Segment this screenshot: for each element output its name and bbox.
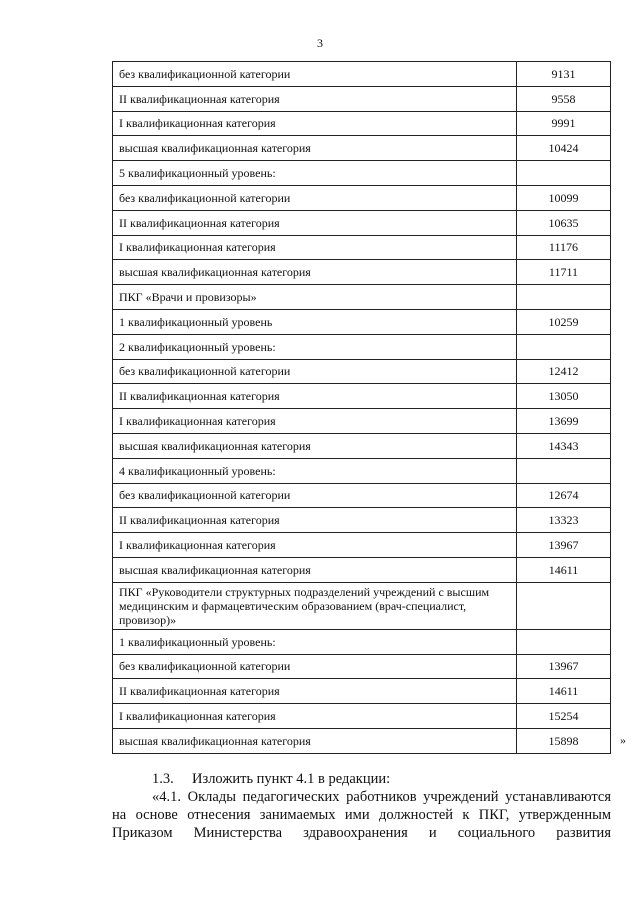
row-label: 1 квалификационный уровень: xyxy=(113,629,517,654)
row-value: 10635 xyxy=(516,210,610,235)
row-label: без квалификационной категории xyxy=(113,185,517,210)
row-label: II квалификационная категория xyxy=(113,86,517,111)
row-value: 9131 xyxy=(516,62,610,87)
table-row xyxy=(113,483,611,508)
table-row xyxy=(113,62,611,87)
table-row xyxy=(113,86,611,111)
row-label: I квалификационная категория xyxy=(113,533,517,558)
row-value: 10099 xyxy=(516,185,610,210)
row-label: 5 квалификационный уровень: xyxy=(113,161,517,186)
row-value xyxy=(516,285,610,310)
row-label: высшая квалификационная категория xyxy=(113,136,517,161)
row-value: 13050 xyxy=(516,384,610,409)
table-row xyxy=(113,359,611,384)
table-row xyxy=(113,334,611,359)
row-label: II квалификационная категория xyxy=(113,384,517,409)
row-label: высшая квалификационная категория xyxy=(113,433,517,458)
row-label: 2 квалификационный уровень: xyxy=(113,334,517,359)
row-value: 12412 xyxy=(516,359,610,384)
row-label: 1 квалификационный уровень xyxy=(113,309,517,334)
row-value: 12674 xyxy=(516,483,610,508)
salary-table-body xyxy=(113,62,611,754)
row-value xyxy=(516,334,610,359)
table-row xyxy=(113,260,611,285)
row-value: 14343 xyxy=(516,433,610,458)
paragraph-line-3: Приказом Министерства здравоохранения и социального развития xyxy=(112,825,611,841)
row-label: 4 квалификационный уровень: xyxy=(113,458,517,483)
row-value: 15898 xyxy=(516,728,610,753)
table-row xyxy=(113,161,611,186)
list-item-1-3 xyxy=(112,770,611,788)
row-value: 9558 xyxy=(516,86,610,111)
row-label: I квалификационная категория xyxy=(113,111,517,136)
row-value: 13699 xyxy=(516,409,610,434)
row-value xyxy=(516,629,610,654)
table-row xyxy=(113,508,611,533)
row-value: 9991 xyxy=(516,111,610,136)
row-value: 13323 xyxy=(516,508,610,533)
row-value xyxy=(516,582,610,629)
body-text xyxy=(112,770,611,842)
row-value: 11176 xyxy=(516,235,610,260)
paragraph-line-2: на основе отнесения занимаемых ими должностей к ПКГ, утвержденным xyxy=(112,807,611,823)
row-label: без квалификационной категории xyxy=(113,483,517,508)
table-row xyxy=(113,111,611,136)
table-row xyxy=(113,185,611,210)
table-row xyxy=(113,582,611,629)
table-row xyxy=(113,409,611,434)
row-label: высшая квалификационная категория xyxy=(113,557,517,582)
row-label: ПКГ «Руководители структурных подразделений учреждений с высшим медицинским и фармацевтическим образованием (врач-специалист, провизор)» xyxy=(113,582,517,629)
row-label: II квалификационная категория xyxy=(113,210,517,235)
table-row xyxy=(113,629,611,654)
row-label: I квалификационная категория xyxy=(113,409,517,434)
table-row xyxy=(113,557,611,582)
table-row xyxy=(113,458,611,483)
row-value: 15254 xyxy=(516,704,610,729)
table-row xyxy=(113,433,611,458)
page-number: 3 xyxy=(317,36,323,50)
row-value: 11711 xyxy=(516,260,610,285)
row-label: высшая квалификационная категория xyxy=(113,728,517,753)
row-value: 10424 xyxy=(516,136,610,161)
table-row xyxy=(113,654,611,679)
row-label: II квалификационная категория xyxy=(113,679,517,704)
row-label: II квалификационная категория xyxy=(113,508,517,533)
paragraph-line-1: «4.1. Оклады педагогических работников учреждений устанавливаются xyxy=(152,789,611,805)
item-number: 1.3. xyxy=(152,771,174,787)
row-label: ПКГ «Врачи и провизоры» xyxy=(113,285,517,310)
table-row xyxy=(113,728,611,753)
table-row xyxy=(113,309,611,334)
table-row xyxy=(113,136,611,161)
row-label: без квалификационной категории xyxy=(113,62,517,87)
salary-table xyxy=(112,61,611,754)
row-value: 13967 xyxy=(516,654,610,679)
item-text: Изложить пункт 4.1 в редакции: xyxy=(192,771,391,787)
table-row xyxy=(113,235,611,260)
row-value: 14611 xyxy=(516,679,610,704)
table-row xyxy=(113,704,611,729)
row-value: 13967 xyxy=(516,533,610,558)
row-value xyxy=(516,458,610,483)
row-label: I квалификационная категория xyxy=(113,235,517,260)
table-row xyxy=(113,384,611,409)
table-row xyxy=(113,679,611,704)
table-closing-quote: » xyxy=(620,733,626,747)
row-label: высшая квалификационная категория xyxy=(113,260,517,285)
row-value: 14611 xyxy=(516,557,610,582)
table-row xyxy=(113,285,611,310)
table-row xyxy=(113,533,611,558)
row-value: 10259 xyxy=(516,309,610,334)
row-value xyxy=(516,161,610,186)
row-label: без квалификационной категории xyxy=(113,654,517,679)
row-label: без квалификационной категории xyxy=(113,359,517,384)
table-row xyxy=(113,210,611,235)
row-label: I квалификационная категория xyxy=(113,704,517,729)
